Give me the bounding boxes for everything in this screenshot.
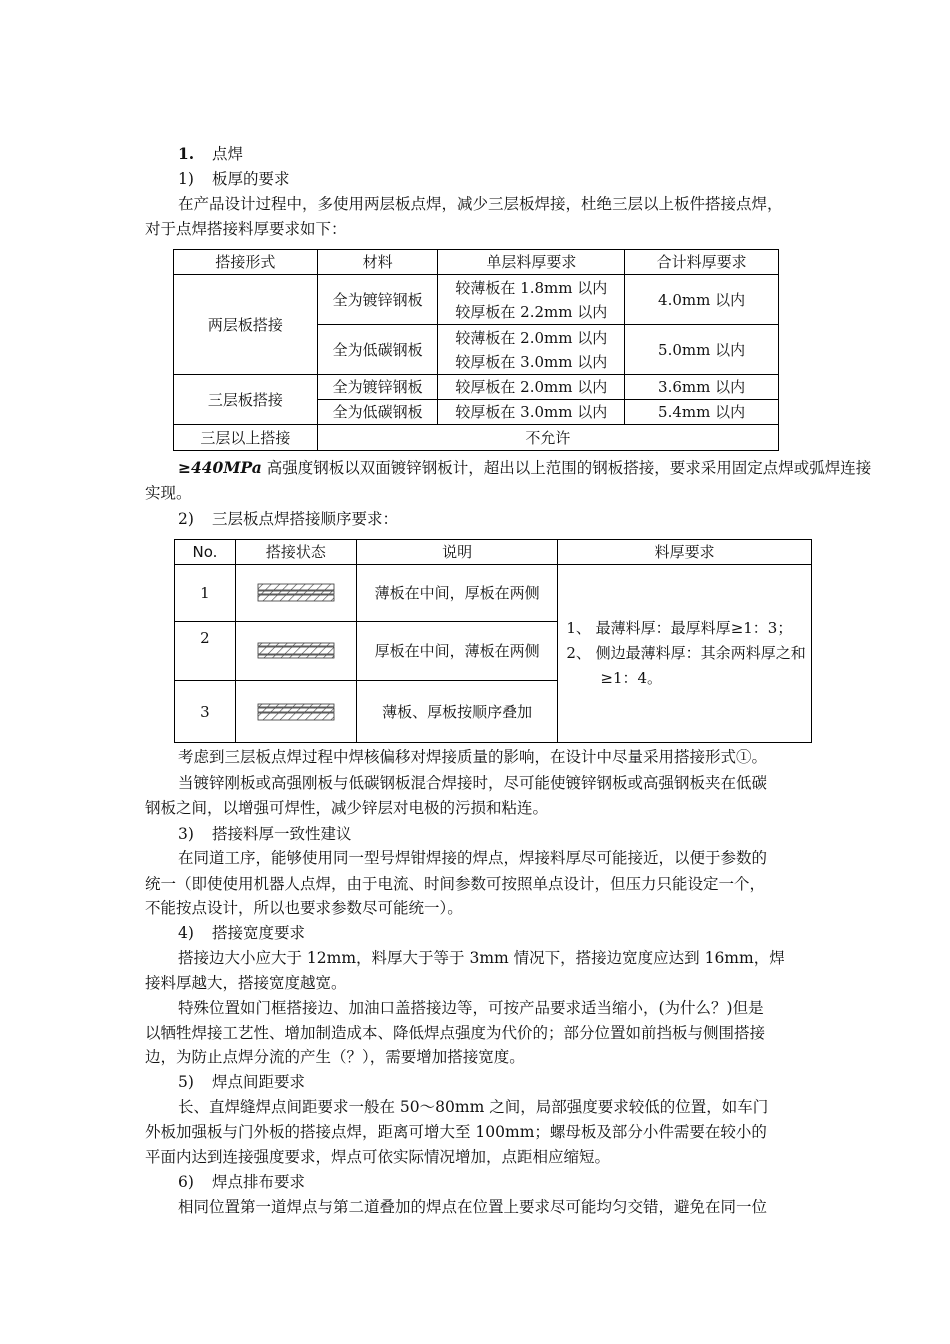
cell-r1-single-b: 较厚板在 2.2mm 以内 [455, 302, 608, 321]
plate-stack-diagram-1 [256, 582, 336, 604]
cell-r1-single-a: 较薄板在 1.8mm 以内 [455, 278, 608, 297]
cell-r3-total: 3.6mm 以内 [625, 375, 779, 400]
cell-r2-total: 5.0mm 以内 [625, 325, 779, 375]
section-1-4-heading [178, 922, 305, 944]
section-1-1-label: 板厚的要求 [212, 170, 290, 188]
plate-stack-diagram-2 [256, 640, 336, 662]
para-6-line-2: 以牺牲焊接工艺性、增加制造成本、降低焊点强度为代价的；部分位置如前挡板与侧围搭接 [145, 1024, 766, 1042]
cell-two-layer: 两层板搭接 [174, 275, 318, 375]
th-total-thickness: 合计料厚要求 [625, 250, 779, 275]
section-1-3-heading [178, 823, 352, 845]
para-4-line-1: 在同道工序，能够使用同一型号焊钳焊接的焊点，焊接料厚尽可能接近，以便于参数的 [178, 849, 768, 867]
para-3-line-1: 当镀锌刚板或高强刚板与低碳钢板混合焊接时，尽可能使镀锌钢板或高强钢板夹在低碳 [178, 774, 768, 792]
cell-r4-single: 较厚板在 3.0mm 以内 [438, 400, 625, 425]
cell-three-layer: 三层板搭接 [174, 375, 318, 425]
para-5-line-2: 接料厚越大，搭接宽度越宽。 [145, 974, 347, 992]
cell-r2-material: 全为低碳钢板 [317, 325, 438, 375]
cell-seq-1-diagram [235, 565, 356, 622]
cell-r4-total: 5.4mm 以内 [625, 400, 779, 425]
para-4-line-3: 不能按点设计，所以也要求参数尽可能统一）。 [145, 899, 463, 917]
th-single-thickness: 单层料厚要求 [438, 250, 625, 275]
section-1-6-num: 6) [178, 1173, 194, 1191]
cell-seq-1-no: 1 [175, 565, 236, 622]
cell-seq-2-diagram [235, 622, 356, 681]
th-material: 材料 [317, 250, 438, 275]
para-7-line-2: 外板加强板与门外板的搭接点焊，距离可增大至 100mm；螺母板及部分小件需要在较小的 [145, 1123, 767, 1141]
section-1-1-heading [178, 168, 290, 190]
para-6-line-3: 边，为防止点焊分流的产生（？），需要增加搭接宽度。 [145, 1048, 525, 1066]
note-1-line-2: 实现。 [145, 484, 192, 502]
req-item-2: 2、 侧边最薄料厚：其余两料厚之和≥1：4。 [566, 644, 806, 687]
cell-r3-single: 较厚板在 2.0mm 以内 [438, 375, 625, 400]
cell-r3-material: 全为镀锌钢板 [317, 375, 438, 400]
cell-r1-material: 全为镀锌钢板 [317, 275, 438, 325]
para-7-line-1: 长、直焊缝焊点间距要求一般在 50～80mm 之间，局部强度要求较低的位置，如车门 [178, 1098, 769, 1116]
cell-seq-2-desc: 厚板在中间，薄板在两侧 [356, 622, 558, 681]
cell-seq-2-no: 2 [175, 622, 236, 681]
section-1-heading [178, 143, 243, 165]
sequence-table [174, 539, 812, 743]
para-4-line-2: 统一（即使使用机器人点焊，由于电流、时间参数可按照单点设计，但压力只能设定一个， [145, 875, 766, 893]
para-8: 相同位置第一道焊点与第二道叠加的焊点在位置上要求尽可能均匀交错，避免在同一位 [178, 1198, 768, 1216]
para-5-line-1: 搭接边大小应大于 12mm，料厚大于等于 3mm 情况下，搭接边宽度应达到 16mm，焊 [178, 949, 785, 967]
cell-r2-single [438, 325, 625, 375]
section-1-4-num: 4) [178, 924, 194, 942]
section-1-4-label: 搭接宽度要求 [212, 924, 306, 942]
section-1-6-label: 焊点排布要求 [212, 1173, 306, 1191]
req-item-1: 1、 最薄料厚：最厚料厚≥1：3； [566, 619, 793, 637]
section-1-3-num: 3) [178, 825, 194, 843]
cell-thickness-req [558, 565, 812, 743]
cell-seq-3-no: 3 [175, 681, 236, 743]
para-3-line-2: 钢板之间，以增强可焊性，减少锌层对电极的污损和粘连。 [145, 799, 549, 817]
section-1-2-heading [178, 508, 398, 530]
cell-r1-total: 4.0mm 以内 [625, 275, 779, 325]
para-1-line-2: 对于点焊搭接料厚要求如下： [145, 220, 347, 238]
cell-r2-single-a: 较薄板在 2.0mm 以内 [455, 328, 608, 347]
para-2: 考虑到三层板点焊过程中焊核偏移对焊接质量的影响，在设计中尽量采用搭接形式①。 [178, 748, 768, 766]
cell-r2-single-b: 较厚板在 3.0mm 以内 [455, 352, 608, 371]
para-6-line-1: 特殊位置如门框搭接边、加油口盖搭接边等，可按产品要求适当缩小，(为什么？)但是 [178, 999, 764, 1017]
cell-not-allowed: 不允许 [317, 425, 778, 451]
plate-stack-diagram-3 [256, 701, 336, 723]
cell-seq-3-diagram [235, 681, 356, 743]
cell-r1-single [438, 275, 625, 325]
note-1-text: 高强度钢板以双面镀锌钢板计，超出以上范围的钢板搭接，要求采用固定点焊或弧焊连接 [261, 459, 872, 477]
cell-seq-3-desc: 薄板、厚板按顺序叠加 [356, 681, 558, 743]
th-lap-type: 搭接形式 [174, 250, 318, 275]
cell-r4-material: 全为低碳钢板 [317, 400, 438, 425]
section-1-5-heading [178, 1071, 305, 1093]
th-lap-state: 搭接状态 [235, 540, 356, 565]
th-thickness-req: 料厚要求 [558, 540, 812, 565]
note-1-strength: ≥440MPa [178, 458, 262, 477]
section-1-2-label: 三层板点焊搭接顺序要求： [212, 510, 399, 528]
cell-above-three: 三层以上搭接 [174, 425, 318, 451]
section-1-3-label: 搭接料厚一致性建议 [212, 825, 352, 843]
thickness-table [173, 249, 779, 451]
section-1-5-num: 5) [178, 1073, 194, 1091]
th-no: No. [175, 540, 236, 565]
section-1-1-num: 1) [178, 170, 194, 188]
section-1-5-label: 焊点间距要求 [212, 1073, 306, 1091]
section-1-2-num: 2) [178, 510, 194, 528]
note-1-line-1 [178, 457, 871, 479]
para-7-line-3: 平面内达到连接强度要求，焊点可依实际情况增加，点距相应缩短。 [145, 1148, 611, 1166]
para-1-line-1: 在产品设计过程中，多使用两层板点焊，减少三层板焊接，杜绝三层以上板件搭接点焊， [178, 195, 783, 213]
section-1-6-heading [178, 1171, 305, 1193]
th-description: 说明 [356, 540, 558, 565]
cell-seq-1-desc: 薄板在中间，厚板在两侧 [356, 565, 558, 622]
section-1-label: 点焊 [212, 145, 244, 163]
section-1-num: 1. [178, 144, 195, 163]
